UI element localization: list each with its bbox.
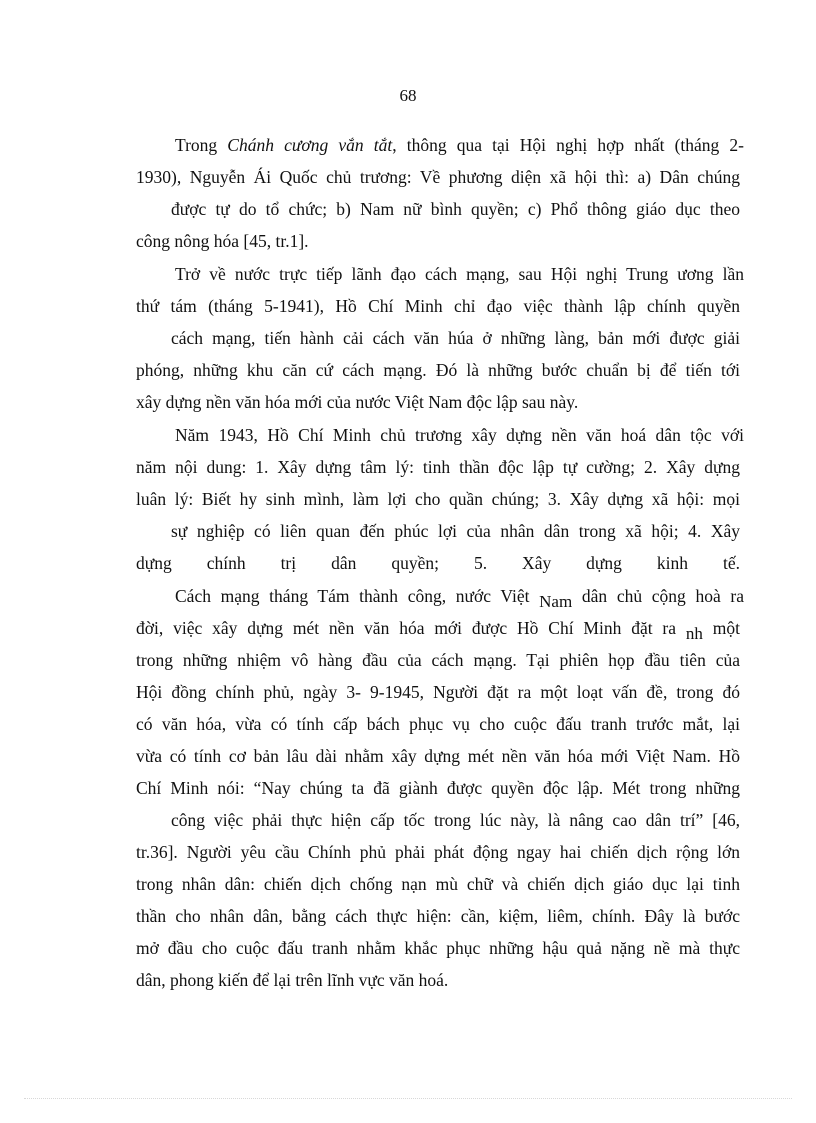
page-number: 68 [399, 86, 417, 105]
text-run: đời, việc xây dựng mét nền văn hóa mới được Hồ Chí Minh đặt ra [136, 618, 686, 638]
text-line-12: luân lý: Biết hy sinh mình, làm lợi cho quần chúng; 3. Xây dựng xã hội: mọi [136, 489, 740, 509]
text-run: Trong [175, 135, 228, 155]
text-line-2: 1930), Nguyễn Ái Quốc chủ trương: Về phương diện xã hội thì: a) Dân chúng [136, 167, 740, 187]
text-line-4: công nông hóa [45, tr.1]. [136, 231, 309, 251]
text-line-11: năm nội dung: 1. Xây dựng tâm lý: tinh thần độc lập tự cường; 2. Xây dựng [136, 457, 740, 477]
text-line-5: Trở về nước trực tiếp lãnh đạo cách mạng, sau Hội nghị Trung ương lần [175, 264, 744, 284]
text-run: Cách mạng tháng Tám thành công, nước Việt [175, 586, 540, 606]
text-line-14: dựng chính trị dân quyền; 5. Xây dựng kinh tế. [136, 553, 740, 573]
text-line-18: Hội đồng chính phủ, ngày 3- 9-1945, Người đặt ra một loạt vấn đề, trong đó [136, 682, 740, 702]
text-line-16 [136, 617, 740, 643]
text-line-20: vừa có tính cơ bản lâu dài nhằm xây dựng mét nền văn hóa mới Việt Nam. Hồ [136, 746, 740, 766]
text-line-24: trong nhân dân: chiến dịch chống nạn mù chữ và chiến dịch giáo dục lại tinh [136, 874, 740, 894]
page-bottom-divider [24, 1098, 792, 1099]
text-line-1 [175, 134, 744, 156]
subscript-fragment: nh [685, 624, 703, 643]
italic-title: Chánh cương vắn tắt [227, 135, 393, 155]
text-run: một [702, 618, 740, 638]
text-run: , thông qua tại Hội nghị hợp nhất (tháng 2- [392, 135, 744, 155]
text-line-3: được tự do tổ chức; b) Nam nữ bình quyền; c) Phổ thông giáo dục theo [171, 199, 740, 219]
text-line-10: Năm 1943, Hồ Chí Minh chủ trương xây dựng nền văn hoá dân tộc với [175, 425, 744, 445]
text-line-7: cách mạng, tiến hành cải cách văn húa ở những làng, bản mới được giải [171, 328, 740, 348]
text-run: dân chủ cộng hoà ra [572, 586, 744, 606]
text-line-9: xây dựng nền văn hóa mới của nước Việt Nam độc lập sau này. [136, 392, 579, 412]
text-line-6: thứ tám (tháng 5-1941), Hồ Chí Minh chỉ đạo việc thành lập chính quyền [136, 296, 740, 316]
text-line-17: trong những nhiệm vô hàng đầu của cách mạng. Tại phiên họp đầu tiên của [136, 650, 740, 670]
text-line-19: có văn hóa, vừa có tính cấp bách phục vụ cho cuộc đấu tranh trước mắt, lại [136, 714, 740, 734]
subscript-fragment: Nam [539, 592, 573, 611]
text-line-15 [175, 585, 744, 611]
text-line-26: mở đầu cho cuộc đấu tranh nhằm khắc phục những hậu quả nặng nề mà thực [136, 938, 740, 958]
text-line-27: dân, phong kiến để lại trên lĩnh vực văn hoá. [136, 970, 449, 990]
text-line-13: sự nghiệp có liên quan đến phúc lợi của nhân dân trong xã hội; 4. Xây [171, 521, 740, 541]
text-line-22: công việc phải thực hiện cấp tốc trong lúc này, là nâng cao dân trí” [46, [171, 810, 740, 830]
text-line-23: tr.36]. Người yêu cầu Chính phủ phải phát động ngay hai chiến dịch rộng lớn [136, 842, 740, 862]
text-line-8: phóng, những khu căn cứ cách mạng. Đó là những bước chuẩn bị để tiến tới [136, 360, 740, 380]
text-line-25: thần cho nhân dân, bằng cách thực hiện: cần, kiệm, liêm, chính. Đây là bước [136, 906, 740, 926]
text-line-21: Chí Minh nói: “Nay chúng ta đã giành được quyền độc lập. Mét trong những [136, 778, 740, 798]
